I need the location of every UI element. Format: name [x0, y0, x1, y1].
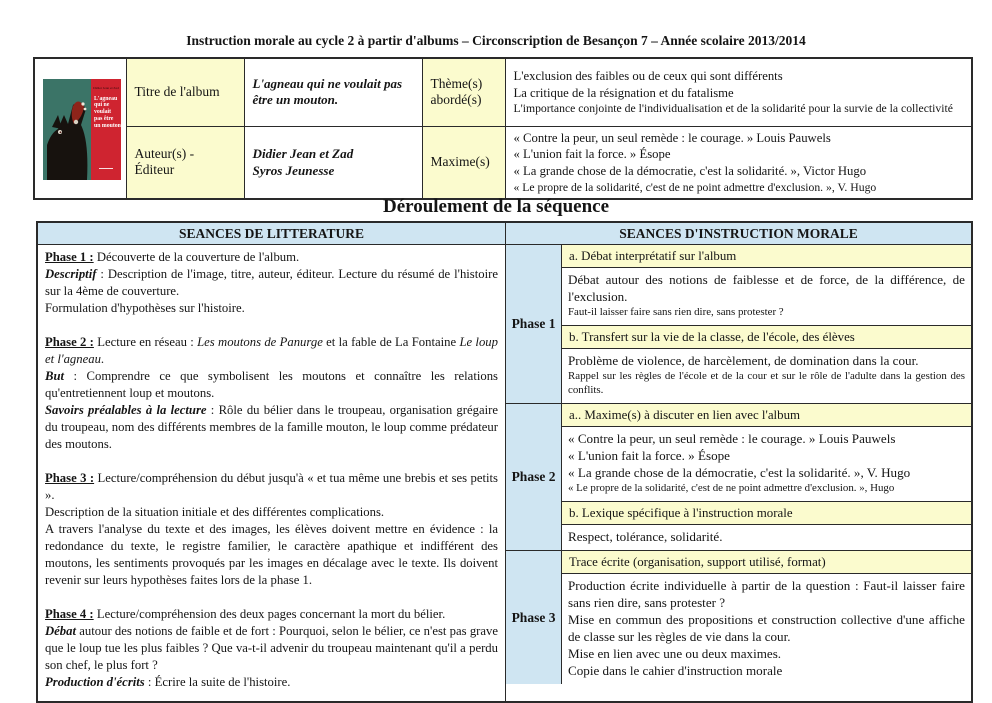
paragraph — [45, 368, 498, 402]
text-line: « L'union fait la force. » Ésope — [513, 147, 671, 162]
moral-header: SEANCES D'INSTRUCTION MORALE — [619, 226, 858, 241]
sequence-table-body — [38, 245, 971, 701]
text-line: Syros Jeunesse — [252, 163, 335, 179]
text-line: Faut-il laisser faire sans rien dire, sans protester ? — [568, 306, 784, 319]
text-line: « La grande chose de la démocratie, c'est la solidarité. », V. Hugo — [568, 465, 911, 481]
phase-block — [45, 606, 498, 691]
section-body — [562, 524, 971, 550]
section-body — [562, 348, 971, 403]
sequence-heading: Déroulement de la séquence — [382, 196, 610, 217]
phase-label — [506, 245, 562, 403]
phase-block — [45, 334, 498, 453]
text-line: Didier Jean et Zad — [252, 146, 354, 162]
text-run: Les moutons de Panurge — [197, 335, 323, 350]
album-title-label: Titre de l'album — [126, 58, 244, 126]
phase-label — [506, 551, 562, 684]
cover-title-strip — [91, 79, 121, 180]
author-value — [244, 126, 422, 199]
text-run: Production d'écrits — [45, 675, 145, 690]
text-run: Débat — [45, 624, 77, 639]
section-header: Trace écrite (organisation, support utilisé, format) — [562, 551, 971, 573]
text-line: pas être — [94, 116, 114, 122]
text-line: voulait — [94, 109, 112, 116]
text-run: : Rôle du bélier dans le troupeau, organisation grégaire du troupeau, nom des différents membres de la famille mouton, le loup comme prédateur des moutons. — [45, 403, 498, 452]
text-run: Découverte de la couverture de l'album. — [93, 250, 300, 264]
album-title-value: L'agneau qui ne voulait pas être un mouton. — [244, 58, 422, 126]
themes-label: Thème(s) abordé(s) — [422, 58, 505, 126]
document-title: Instruction morale au cycle 2 à partir d'albums – Circonscription de Besançon 7 – Année scolaire 2013/2014 — [186, 33, 806, 48]
text-run: Phase 4 : — [45, 607, 94, 622]
text-run: : Description de l'image, titre, auteur, éditeur. Lecture du résumé de l'histoire sur la 4ème de couverture. — [45, 267, 498, 299]
text-run: Savoirs préalables à la lecture — [45, 403, 207, 418]
paragraph — [45, 334, 498, 368]
text-run: Le loup et l'agneau — [45, 335, 498, 367]
text-line: « Contre la peur, un seul remède : le courage. » Louis Pauwels — [568, 431, 896, 447]
book-cover-cell — [34, 58, 126, 199]
text-line: La critique de la résignation et du fatalisme — [513, 85, 734, 100]
phase-row — [506, 403, 971, 550]
text-line: « La grande chose de la démocratie, c'est la solidarité. », Victor Hugo — [513, 164, 867, 179]
text-line: « Contre la peur, un seul remède : le courage. » Louis Pauwels — [513, 130, 831, 145]
text-run: autour des notions de faible et de fort : Pourquoi, selon le bélier, ce n'est pas grave que le loup tue les plus faibles ? Que va-t-il advenir du troupeau maintenant qu'il a perdu son chef, le plus fort ? — [45, 624, 498, 673]
maxims-label: Maxime(s) — [422, 126, 505, 199]
wolf-illustration — [43, 79, 91, 180]
text-run: Description de la situation initiale et des différentes complications. — [45, 505, 385, 520]
text-line: Problème de violence, de harcèlement, de domination dans la cour. — [568, 352, 919, 368]
literature-column — [38, 245, 506, 701]
text-run: A travers l'analyse du texte et des images, les élèves doivent mettre en évidence : la redondance du texte, le registre familier, le caractère apathique et indifférent des moutons, les sentiments provoqués par les images en décalage avec le texte. Ils doivent revenir sur leurs hypothèses faites lors de la phase 1. — [45, 522, 498, 588]
text-run: . — [100, 352, 105, 367]
text-line: « Le propre de la solidarité, c'est de ne point admettre d'exclusion. », Hugo — [568, 482, 895, 495]
text-line: qui ne — [94, 102, 110, 109]
album-info-table — [33, 57, 973, 200]
section-header: b. Lexique spécifique à l'instruction morale — [562, 501, 971, 524]
text-run: Phase 3 : — [45, 471, 95, 486]
text-run: et la fable de La Fontaine — [322, 335, 460, 350]
phase-block — [45, 470, 498, 589]
section-header: a. Débat interprétatif sur l'album — [562, 245, 971, 267]
phase-label-text: Phase 1 — [511, 316, 556, 332]
paragraph — [45, 521, 498, 589]
sequence-table — [36, 221, 973, 703]
text-line: Production écrite individuelle à partir de la question : Faut-il laisser faire sans rien dire, sans protester ? — [568, 577, 965, 610]
text-line: « Le propre de la solidarité, c'est de ne point admettre d'exclusion. », V. Hugo — [513, 180, 877, 194]
paragraph — [45, 402, 498, 453]
moral-column — [506, 245, 971, 701]
section-header: a.. Maxime(s) à discuter en lien avec l'album — [562, 404, 971, 426]
text-run: Phase 1 : — [45, 250, 94, 264]
text-line: L'importance conjointe de l'individualisation et de la solidarité pour la survie de la collectivité — [513, 102, 953, 116]
cover-author-line: Didier Jean et Zad — [93, 86, 119, 91]
text-run: : Écrire la suite de l'histoire. — [144, 675, 291, 690]
text-run: But — [45, 369, 65, 384]
text-line: un mouton — [94, 122, 121, 129]
sequence-table-header — [38, 223, 971, 245]
paragraph — [45, 266, 498, 300]
text-line: Respect, tolérance, solidarité. — [568, 528, 723, 544]
phase-row — [506, 550, 971, 684]
text-run: Lecture en réseau : — [93, 335, 198, 350]
text-line: Copie dans le cahier d'instruction morale — [568, 663, 783, 679]
literature-header: SEANCES DE LITTERATURE — [38, 223, 506, 244]
text-line: L'exclusion des faibles ou de ceux qui sont différents — [513, 68, 783, 83]
phase-label — [506, 404, 562, 550]
text-line: L'agneau — [94, 95, 118, 102]
text-run: Lecture/compréhension des deux pages concernant la mort du bélier. — [93, 607, 446, 622]
section-body — [562, 573, 971, 684]
text-line: « L'union fait la force. » Ésope — [568, 448, 730, 464]
phase-content — [562, 551, 971, 684]
paragraph — [45, 249, 498, 266]
section-body — [562, 426, 971, 501]
text-line: Rappel sur les règles de l'école et de la cour et sur le rôle de l'adulte dans la gestion des conflits. — [568, 369, 965, 397]
phase-row — [506, 245, 971, 403]
text-line: Débat autour des notions de faiblesse et de force, de la différence, de l'exclusion. — [568, 272, 965, 305]
maxims-value — [505, 126, 972, 199]
author-label: Auteur(s) - Éditeur — [126, 126, 244, 199]
paragraph — [45, 470, 498, 504]
paragraph — [45, 300, 498, 317]
phase-label-text: Phase 2 — [511, 469, 556, 485]
phase-content — [562, 404, 971, 550]
phase-label-text: Phase 3 — [511, 609, 556, 625]
book-cover — [43, 79, 121, 180]
text-run: : Comprendre ce que symbolisent les moutons et connaître les relations qu'entretiennent loup et moutons. — [45, 369, 498, 401]
cover-title-lines — [91, 96, 121, 130]
paragraph — [45, 504, 498, 521]
text-run: Descriptif — [45, 267, 97, 282]
text-line: Mise en commun des propositions et construction collective d'une affiche de classe sur les règles de vie dans la cour. — [568, 612, 965, 645]
themes-value — [505, 58, 972, 126]
text-run: Lecture/compréhension du début jusqu'à « et tua même une brebis et ses petits ». — [45, 471, 498, 503]
phase-content — [562, 245, 971, 403]
paragraph — [45, 674, 498, 691]
text-line: Mise en lien avec une ou deux maximes. — [568, 646, 782, 662]
paragraph — [45, 623, 498, 674]
text-run: Formulation d'hypothèses sur l'histoire. — [45, 301, 245, 316]
phase-block — [45, 249, 498, 317]
paragraph — [45, 606, 498, 623]
text-run: Phase 2 : — [45, 335, 94, 350]
publisher-mark — [99, 168, 113, 176]
section-header: b. Transfert sur la vie de la classe, de l'école, des élèves — [562, 325, 971, 348]
section-body — [562, 267, 971, 325]
